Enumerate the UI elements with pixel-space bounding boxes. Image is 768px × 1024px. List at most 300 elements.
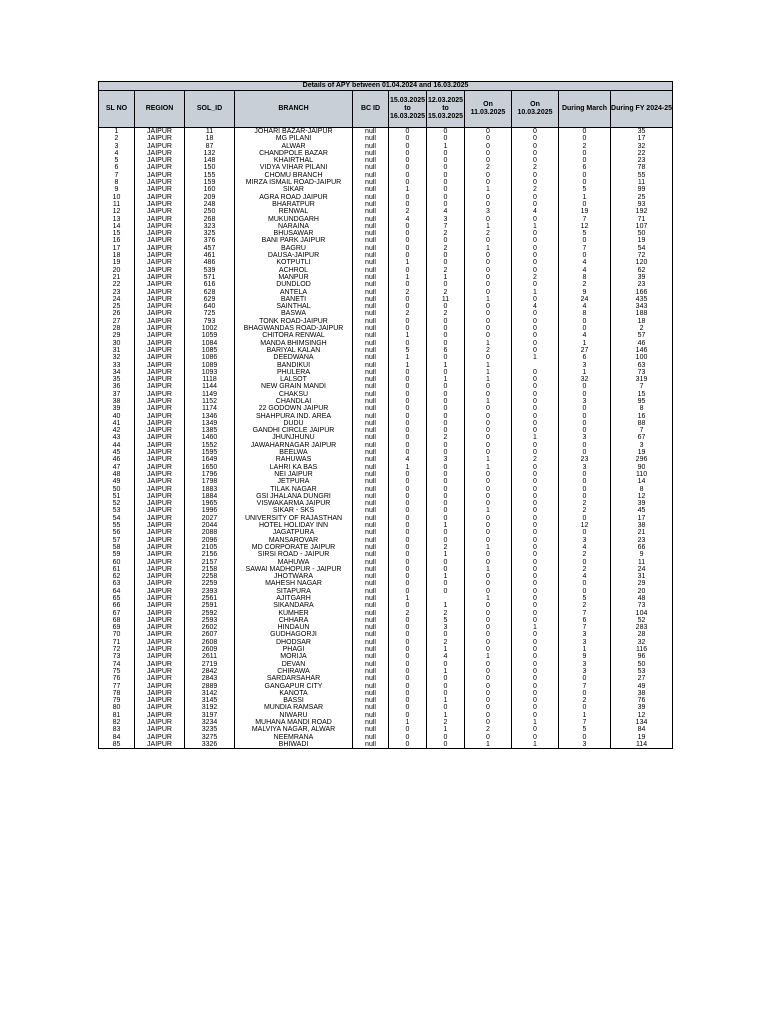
table-cell: 48	[99, 471, 135, 478]
table-cell: 0	[389, 150, 427, 157]
table-cell: null	[353, 456, 389, 463]
table-cell: 96	[611, 653, 673, 660]
table-cell: 28	[99, 325, 135, 332]
table-cell: 4	[512, 208, 559, 215]
table-cell: 57	[99, 537, 135, 544]
table-cell: 1	[99, 128, 135, 136]
table-cell: JAIPUR	[135, 434, 185, 441]
table-cell: 0	[465, 150, 512, 157]
table-cell: 0	[465, 128, 512, 136]
table-cell: DUNDLOD	[235, 281, 353, 288]
table-cell: 0	[512, 573, 559, 580]
table-row	[99, 653, 673, 660]
table-cell: 0	[512, 668, 559, 675]
table-row	[99, 310, 673, 317]
table-cell: 0	[512, 566, 559, 573]
table-cell: 62	[99, 573, 135, 580]
table-cell: 0	[559, 675, 611, 682]
table-cell: CHANDLAI	[235, 398, 353, 405]
table-cell: JAGATPURA	[235, 529, 353, 536]
table-cell: 67	[99, 610, 135, 617]
table-cell: 1	[427, 697, 465, 704]
table-cell: 0	[389, 135, 427, 142]
table-cell: 0	[465, 529, 512, 536]
table-cell: 0	[559, 391, 611, 398]
table-cell: 1798	[185, 478, 235, 485]
table-cell: 48	[611, 595, 673, 602]
table-cell: 2561	[185, 595, 235, 602]
table-cell: 0	[389, 712, 427, 719]
table-cell: 0	[389, 507, 427, 514]
table-cell: 4	[559, 303, 611, 310]
table-cell: 0	[389, 639, 427, 646]
table-cell: 7	[611, 427, 673, 434]
table-cell: 62	[611, 267, 673, 274]
table-cell: JAIPUR	[135, 602, 185, 609]
table-cell: 52	[99, 500, 135, 507]
table-cell: 3	[99, 143, 135, 150]
table-cell: null	[353, 639, 389, 646]
table-cell: 2105	[185, 544, 235, 551]
table-cell: 0	[512, 544, 559, 551]
table-cell: null	[353, 135, 389, 142]
table-cell: 0	[427, 405, 465, 412]
table-cell: 16	[99, 237, 135, 244]
table-cell: JAIPUR	[135, 471, 185, 478]
table-cell: 52	[611, 617, 673, 624]
table-row	[99, 201, 673, 208]
table-cell: 1996	[185, 507, 235, 514]
table-cell: NEI JAIPUR	[235, 471, 353, 478]
table-cell: KANOTA	[235, 690, 353, 697]
table-cell: 0	[512, 383, 559, 390]
table-cell: 27	[611, 675, 673, 682]
table-cell: 17	[611, 135, 673, 142]
table-cell: JAIPUR	[135, 289, 185, 296]
table-cell: 0	[389, 500, 427, 507]
table-cell: 0	[465, 383, 512, 390]
table-cell: JAIPUR	[135, 281, 185, 288]
table-cell: MUHANA MANDI ROAD	[235, 719, 353, 726]
table-cell: JAIPUR	[135, 617, 185, 624]
table-row	[99, 610, 673, 617]
table-cell: 0	[559, 493, 611, 500]
table-cell: TILAK NAGAR	[235, 486, 353, 493]
table-cell: JAIPUR	[135, 661, 185, 668]
table-cell: DHODSAR	[235, 639, 353, 646]
table-cell: null	[353, 259, 389, 266]
table-cell: 0	[389, 267, 427, 274]
table-cell: 2	[512, 274, 559, 281]
table-row	[99, 303, 673, 310]
table-cell: 3	[559, 668, 611, 675]
table-cell: 0	[427, 281, 465, 288]
table-cell: 1	[465, 653, 512, 660]
table-cell: 3	[611, 442, 673, 449]
table-cell: 0	[465, 471, 512, 478]
table-cell: 1	[427, 143, 465, 150]
table-cell: 70	[99, 631, 135, 638]
table-cell: 7	[559, 245, 611, 252]
table-cell: JAIPUR	[135, 442, 185, 449]
table-cell: 0	[389, 369, 427, 376]
table-cell: 0	[512, 646, 559, 653]
table-cell: null	[353, 267, 389, 274]
table-cell: 75	[99, 668, 135, 675]
table-cell: JAIPUR	[135, 704, 185, 711]
table-cell: 3	[427, 624, 465, 631]
table-cell	[512, 362, 559, 369]
table-cell: 0	[389, 340, 427, 347]
table-cell: BASWA	[235, 310, 353, 317]
table-cell: 0	[389, 624, 427, 631]
table-cell: null	[353, 362, 389, 369]
table-cell: 0	[559, 237, 611, 244]
table-cell: JAIPUR	[135, 398, 185, 405]
table-cell: 0	[512, 369, 559, 376]
table-cell: 2	[427, 230, 465, 237]
table-cell: null	[353, 223, 389, 230]
table-cell: 0	[512, 413, 559, 420]
table-cell: 59	[99, 551, 135, 558]
table-cell: 50	[99, 486, 135, 493]
table-cell: 27	[99, 318, 135, 325]
table-cell: 0	[512, 639, 559, 646]
table-cell: 4	[559, 573, 611, 580]
table-cell: TONK ROAD-JAIPUR	[235, 318, 353, 325]
table-cell: JAIPUR	[135, 128, 185, 136]
table-cell: null	[353, 303, 389, 310]
table-cell: JAIPUR	[135, 135, 185, 142]
table-cell: 0	[512, 595, 559, 602]
table-cell: null	[353, 252, 389, 259]
table-cell: null	[353, 653, 389, 660]
table-cell: 24	[559, 296, 611, 303]
table-cell: 7	[99, 172, 135, 179]
table-cell: 1	[427, 602, 465, 609]
table-cell: 1	[427, 522, 465, 529]
table-cell: 1	[389, 186, 427, 193]
table-cell: 32	[611, 143, 673, 150]
table-cell: 0	[512, 500, 559, 507]
table-cell: 61	[99, 566, 135, 573]
table-row	[99, 675, 673, 682]
table-cell: 0	[389, 376, 427, 383]
table-cell: 0	[559, 559, 611, 566]
table-cell: 0	[512, 653, 559, 660]
table-cell: SAWAI MADHOPUR - JAIPUR	[235, 566, 353, 573]
table-row	[99, 172, 673, 179]
table-cell: 83	[99, 726, 135, 733]
table-cell: 0	[465, 697, 512, 704]
table-cell: SIKAR - SKS	[235, 507, 353, 514]
table-cell: 0	[427, 442, 465, 449]
table-row	[99, 332, 673, 339]
table-cell: 0	[427, 486, 465, 493]
table-cell: 0	[465, 478, 512, 485]
table-cell: MANDA BHIMSINGH	[235, 340, 353, 347]
table-cell: 0	[389, 566, 427, 573]
table-cell: null	[353, 471, 389, 478]
table-cell: 29	[99, 332, 135, 339]
table-cell: 8	[559, 274, 611, 281]
table-cell: 1174	[185, 405, 235, 412]
table-cell: 0	[465, 617, 512, 624]
table-cell: 0	[559, 405, 611, 412]
table-cell: 1385	[185, 427, 235, 434]
table-cell: 0	[389, 580, 427, 587]
table-cell: 0	[465, 310, 512, 317]
col-header-bc-id: BC ID	[353, 91, 389, 128]
table-cell: JAIPUR	[135, 179, 185, 186]
table-cell: 0	[512, 179, 559, 186]
table-row	[99, 362, 673, 369]
table-cell: 1086	[185, 354, 235, 361]
table-cell: 2044	[185, 522, 235, 529]
table-cell: 54	[611, 245, 673, 252]
table-row	[99, 216, 673, 223]
table-cell: 3234	[185, 719, 235, 726]
table-cell: 50	[611, 230, 673, 237]
table-cell: 3	[559, 434, 611, 441]
table-cell: 0	[512, 143, 559, 150]
table-cell: 0	[512, 697, 559, 704]
table-row	[99, 500, 673, 507]
table-cell: 23	[99, 289, 135, 296]
table-cell: null	[353, 741, 389, 749]
table-cell: 0	[512, 486, 559, 493]
table-cell: 2	[559, 507, 611, 514]
table-cell: 319	[611, 376, 673, 383]
table-cell: 100	[611, 354, 673, 361]
table-cell: 0	[465, 237, 512, 244]
table-cell: 629	[185, 296, 235, 303]
table-cell: 1	[427, 551, 465, 558]
table-cell: 571	[185, 274, 235, 281]
table-cell: 1	[465, 362, 512, 369]
table-cell: 2	[465, 347, 512, 354]
table-cell: DEEDWANA	[235, 354, 353, 361]
table-cell: JAIPUR	[135, 646, 185, 653]
table-cell: 0	[427, 734, 465, 741]
table-row	[99, 544, 673, 551]
table-cell: 0	[559, 471, 611, 478]
table-cell: 323	[185, 223, 235, 230]
table-cell: 0	[389, 559, 427, 566]
table-cell: 0	[427, 683, 465, 690]
table-cell: 2	[99, 135, 135, 142]
table-cell: 2	[559, 143, 611, 150]
table-cell: 67	[611, 434, 673, 441]
table-cell: 0	[465, 551, 512, 558]
table-cell: 110	[611, 471, 673, 478]
table-cell: 0	[389, 179, 427, 186]
table-cell: null	[353, 610, 389, 617]
table-cell: 1	[389, 332, 427, 339]
table-cell: null	[353, 675, 389, 682]
table-cell: JAIPUR	[135, 719, 185, 726]
table-cell: 0	[512, 376, 559, 383]
table-cell: 31	[99, 347, 135, 354]
table-cell: 29	[611, 580, 673, 587]
table-cell: CHOMU BRANCH	[235, 172, 353, 179]
table-cell: 376	[185, 237, 235, 244]
table-cell: 0	[465, 427, 512, 434]
table-cell: null	[353, 434, 389, 441]
table-cell: 155	[185, 172, 235, 179]
table-cell: JAIPUR	[135, 413, 185, 420]
table-cell: NARAINA	[235, 223, 353, 230]
table-cell: 5	[559, 230, 611, 237]
table-cell: 0	[427, 500, 465, 507]
table-cell: 7	[559, 216, 611, 223]
table-cell: 6	[559, 164, 611, 171]
table-cell: 0	[465, 391, 512, 398]
table-cell: 0	[389, 631, 427, 638]
table-cell: 0	[465, 442, 512, 449]
table-cell: 1	[389, 362, 427, 369]
table-cell: 14	[611, 478, 673, 485]
table-cell: JAIPUR	[135, 245, 185, 252]
table-cell: 1118	[185, 376, 235, 383]
table-cell: 27	[559, 347, 611, 354]
table-cell: 76	[611, 697, 673, 704]
table-row	[99, 668, 673, 675]
table-cell: 0	[559, 157, 611, 164]
table-cell: 0	[559, 318, 611, 325]
table-cell: null	[353, 617, 389, 624]
table-cell: 72	[611, 252, 673, 259]
table-row	[99, 602, 673, 609]
table-cell: 0	[512, 522, 559, 529]
table-cell: 5	[427, 617, 465, 624]
table-row	[99, 719, 673, 726]
table-cell: NIWARU	[235, 712, 353, 719]
table-cell: UNIVERSITY OF RAJASTHAN	[235, 515, 353, 522]
table-row	[99, 267, 673, 274]
table-cell: 2259	[185, 580, 235, 587]
table-cell: 2	[512, 164, 559, 171]
table-body	[99, 128, 673, 749]
table-cell: 0	[512, 442, 559, 449]
table-cell: 120	[611, 259, 673, 266]
table-cell: 0	[512, 420, 559, 427]
table-cell: 146	[611, 347, 673, 354]
table-cell: 47	[99, 464, 135, 471]
table-cell: 0	[512, 588, 559, 595]
table-cell: 0	[512, 529, 559, 536]
table-cell: 0	[512, 617, 559, 624]
table-cell: 31	[611, 573, 673, 580]
table-cell: SIKAR	[235, 186, 353, 193]
table-cell: 0	[512, 631, 559, 638]
table-cell: MALVIYA NAGAR, ALWAR	[235, 726, 353, 733]
table-cell: 0	[559, 427, 611, 434]
table-cell: 296	[611, 456, 673, 463]
table-cell: 0	[559, 179, 611, 186]
table-row	[99, 354, 673, 361]
table-cell: 0	[427, 164, 465, 171]
table-row	[99, 186, 673, 193]
table-row	[99, 631, 673, 638]
table-cell: KOTPUTLI	[235, 259, 353, 266]
table-cell: JAIPUR	[135, 296, 185, 303]
table-cell: 71	[611, 216, 673, 223]
table-row	[99, 639, 673, 646]
table-cell: VIDYA VIHAR PILANI	[235, 164, 353, 171]
table-row	[99, 529, 673, 536]
table-cell: 5	[559, 726, 611, 733]
table-cell: 1	[465, 245, 512, 252]
table-cell: 4	[389, 456, 427, 463]
table-cell: 325	[185, 230, 235, 237]
table-cell: BEELWA	[235, 449, 353, 456]
table-cell: 2	[611, 325, 673, 332]
table-cell: 0	[559, 478, 611, 485]
table-cell: 7	[611, 383, 673, 390]
table-cell: 0	[389, 486, 427, 493]
table-cell: 79	[99, 697, 135, 704]
table-cell: 0	[389, 515, 427, 522]
table-row	[99, 704, 673, 711]
table-cell: 78	[99, 690, 135, 697]
table-cell: 4	[512, 303, 559, 310]
table-cell: 0	[512, 515, 559, 522]
table-cell: null	[353, 646, 389, 653]
table-cell: 793	[185, 318, 235, 325]
table-row	[99, 471, 673, 478]
table-cell: JAIPUR	[135, 303, 185, 310]
col-header-region: REGION	[135, 91, 185, 128]
table-cell: 2	[389, 610, 427, 617]
table-cell: null	[353, 318, 389, 325]
table-cell: NEEMRANA	[235, 734, 353, 741]
table-cell: 148	[185, 157, 235, 164]
table-cell: null	[353, 442, 389, 449]
table-cell: 20	[611, 588, 673, 595]
table-cell: 0	[512, 602, 559, 609]
table-cell: 0	[512, 405, 559, 412]
table-cell: 0	[427, 690, 465, 697]
table-row	[99, 398, 673, 405]
table-cell: 3	[559, 398, 611, 405]
table-cell: 84	[611, 726, 673, 733]
table-cell: GSI JHALANA DUNGRI	[235, 493, 353, 500]
table-cell: 0	[427, 537, 465, 544]
table-cell: null	[353, 537, 389, 544]
table-cell: null	[353, 340, 389, 347]
table-cell: JETPURA	[235, 478, 353, 485]
table-row	[99, 507, 673, 514]
table-cell: 9	[611, 551, 673, 558]
table-cell: 1	[465, 544, 512, 551]
table-cell: 0	[559, 420, 611, 427]
table-cell: JAIPUR	[135, 143, 185, 150]
table-cell: 1149	[185, 391, 235, 398]
table-cell: 0	[559, 734, 611, 741]
table-cell: 3	[559, 537, 611, 544]
table-row	[99, 128, 673, 136]
table-cell: 0	[389, 478, 427, 485]
table-cell: 0	[389, 653, 427, 660]
table-cell: 132	[185, 150, 235, 157]
table-cell: MANSAROVAR	[235, 537, 353, 544]
table-cell: 1	[512, 354, 559, 361]
table-cell: 1	[389, 719, 427, 726]
table-row	[99, 726, 673, 733]
table-cell: 3	[427, 456, 465, 463]
table-cell: 0	[465, 631, 512, 638]
